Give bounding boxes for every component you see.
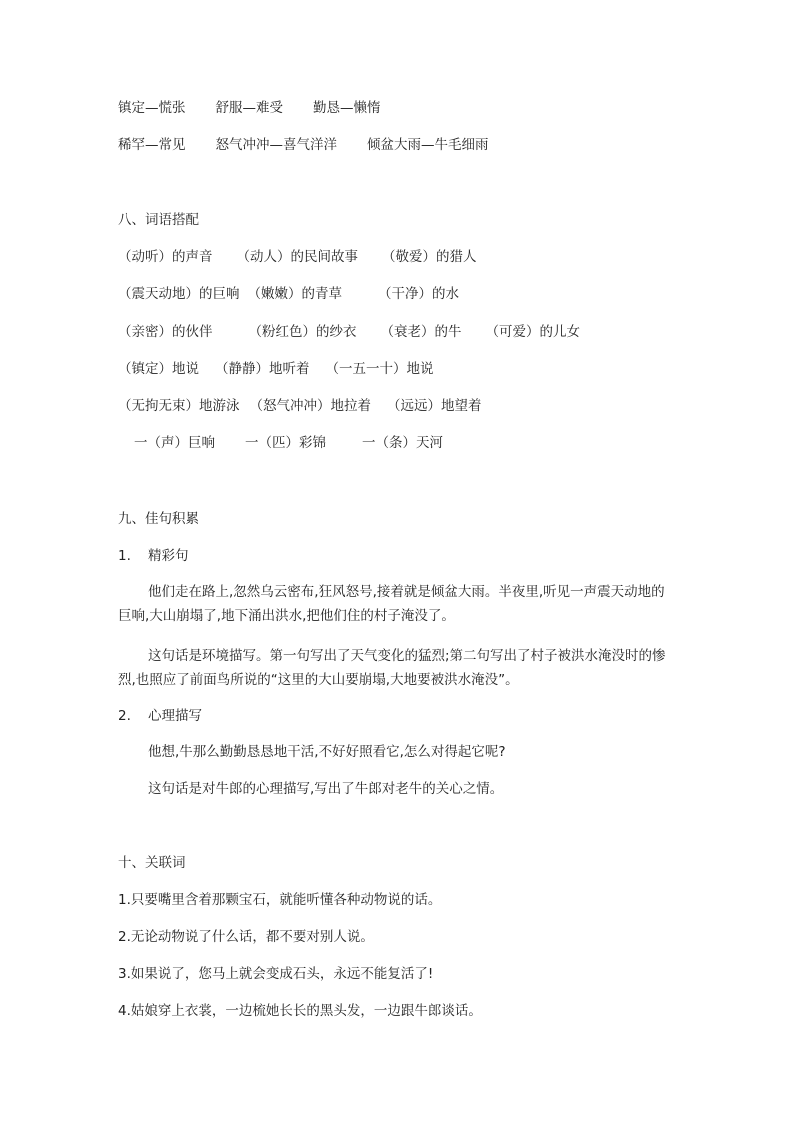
conjunction-sentence: 3.如果说了，您马上就会变成石头，永远不能复活了! [118, 966, 434, 982]
collocation-row [118, 284, 459, 304]
collocation-item: （震天动地）的巨响 [118, 286, 240, 302]
collocation-row [118, 247, 477, 267]
collocation-item: （衰老）的牛 [380, 324, 462, 340]
collocation-item: （可爱）的儿女 [485, 324, 580, 340]
item-number: 2. [118, 708, 131, 724]
collocation-item: （动听）的声音 [118, 249, 213, 265]
sentence-item-heading [118, 706, 202, 726]
collocation-item: （动人）的民间故事 [236, 249, 358, 265]
collocation-item: （静静）地听着 [215, 361, 310, 377]
collocation-item: （嫩嫩）的青草 [247, 286, 342, 302]
collocation-row [118, 396, 482, 416]
collocation-row [118, 322, 580, 342]
section-8-heading: 八、词语搭配 [118, 212, 199, 228]
collocation-row [118, 359, 434, 379]
collocation-item: （无拘无束）地游泳 [118, 398, 240, 414]
item-number: 1. [118, 548, 131, 564]
collocation-item: （远远）地望着 [387, 398, 482, 414]
collocation-item: 一（匹）彩锦 [245, 435, 326, 451]
antonym-pair: 镇定—慌张 [118, 100, 186, 116]
antonym-pair: 稀罕—常见 [118, 137, 186, 153]
collocation-item: （镇定）地说 [118, 361, 199, 377]
sentence-note: 这句话是对牛郎的心理描写,写出了牛郎对老牛的关心之情。 [148, 781, 504, 797]
antonym-line-1 [118, 98, 381, 118]
collocation-item: （怒气冲冲）地拉着 [249, 398, 371, 414]
sentence-note: 这句话是环境描写。第一句写出了天气变化的猛烈;第二句写出了村子被洪水淹没时的惨烈,也照应了前面鸟所说的“这里的大山要崩塌,大地要被洪水淹没”。 [118, 648, 666, 688]
collocation-item: （干净）的水 [378, 286, 459, 302]
sentence-text: 他想,牛那么勤勤恳恳地干活,不好好照看它,怎么对得起它呢? [148, 744, 506, 760]
antonym-line-2 [118, 135, 489, 155]
item-label: 心理描写 [148, 708, 202, 724]
collocation-item: （一五一十）地说 [325, 361, 434, 377]
item-label: 精彩句 [148, 548, 189, 564]
antonym-pair: 舒服—难受 [215, 100, 283, 116]
conjunction-sentence: 1.只要嘴里含着那颗宝石，就能听懂各种动物说的话。 [118, 892, 442, 908]
conjunction-sentence: 4.姑娘穿上衣裳，一边梳她长长的黑头发，一边跟牛郎谈话。 [118, 1003, 482, 1019]
collocation-item: 一（声）巨响 [134, 435, 215, 451]
antonym-pair: 勤恳—懒惰 [313, 100, 381, 116]
collocation-item: 一（条）天河 [362, 435, 443, 451]
collocation-item: （亲密）的伙伴 [118, 324, 213, 340]
collocation-item: （粉红色）的纱衣 [248, 324, 357, 340]
antonym-pair: 倾盆大雨—牛毛细雨 [367, 137, 489, 153]
antonym-pair: 怒气冲冲—喜气洋洋 [215, 137, 337, 153]
collocation-item: （敬爱）的猎人 [382, 249, 477, 265]
collocation-row [134, 433, 443, 453]
sentence-item-heading [118, 546, 189, 566]
section-9-heading: 九、佳句积累 [118, 511, 199, 527]
sentence-text: 他们走在路上,忽然乌云密布,狂风怒号,接着就是倾盆大雨。半夜里,听见一声震天动地的巨响,大山崩塌了,地下涌出洪水,把他们住的村子淹没了。 [118, 584, 665, 624]
section-10-heading: 十、关联词 [118, 855, 186, 871]
conjunction-sentence: 2.无论动物说了什么话，都不要对别人说。 [118, 929, 374, 945]
